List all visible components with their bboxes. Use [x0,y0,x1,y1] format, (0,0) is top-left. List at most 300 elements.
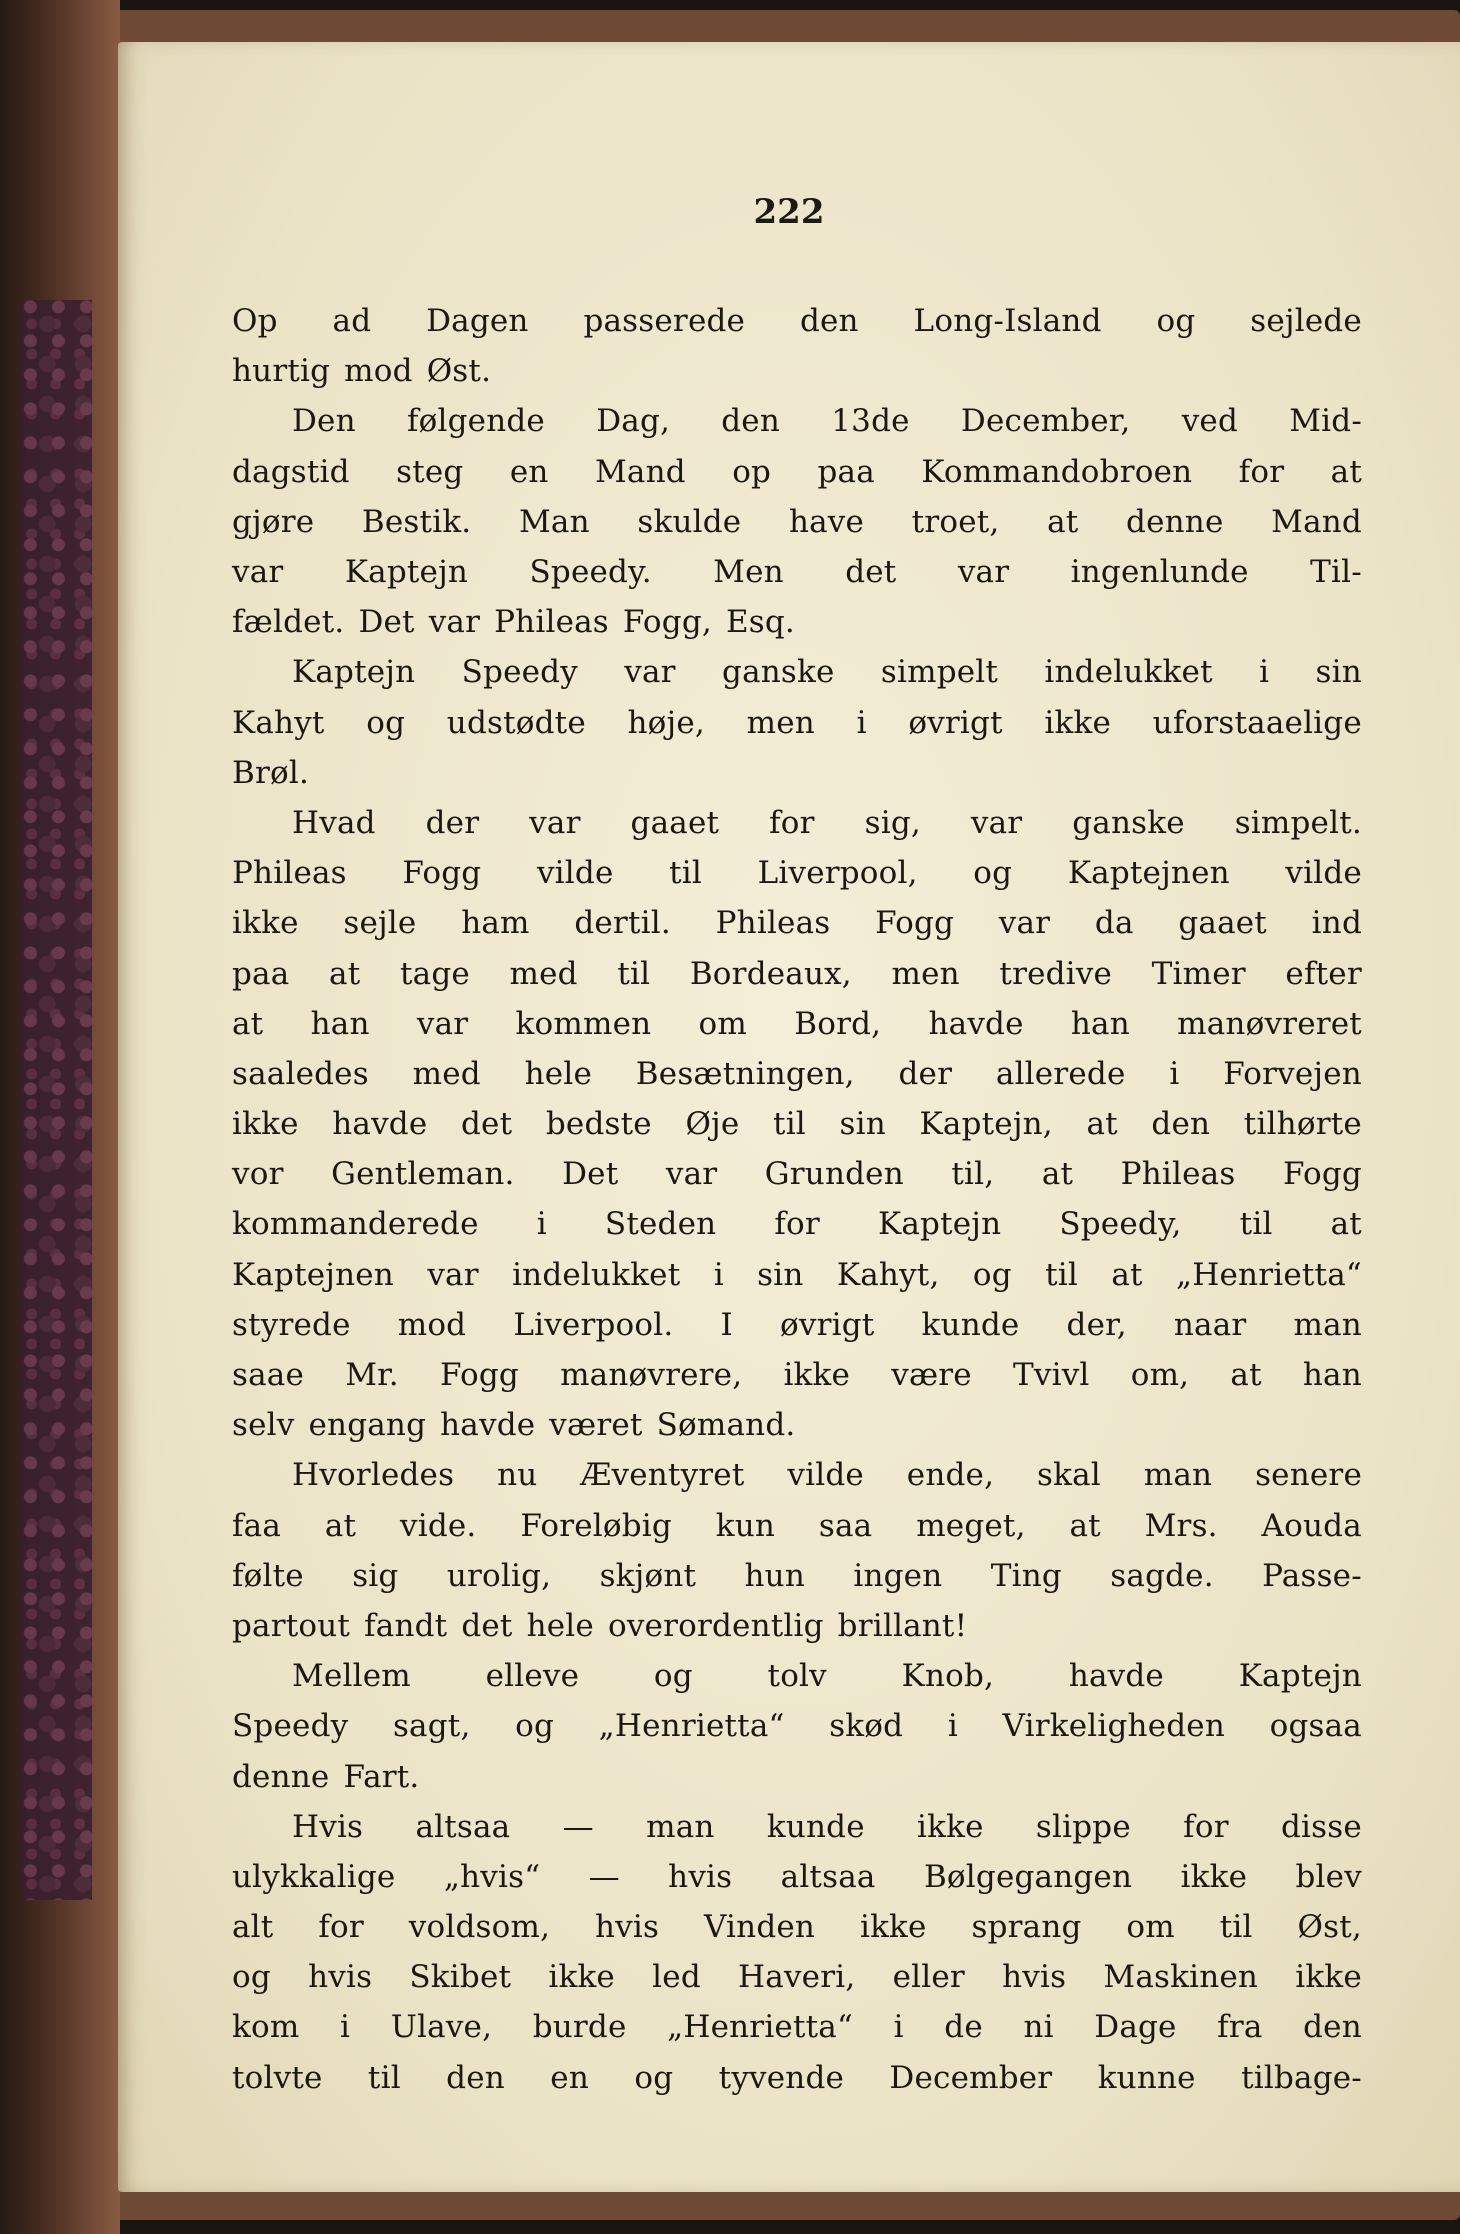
word: han [1070,1005,1130,1042]
word: skal [1037,1457,1101,1494]
text-line [232,597,1362,647]
word: den [1151,1106,1211,1143]
word: var [427,1256,479,1293]
word: Det [358,604,415,641]
word: saaledes [232,1055,369,1092]
word: man [646,1808,715,1845]
word: tilhørte [1243,1106,1362,1143]
word: at [1330,453,1362,490]
word: kunne [1097,2059,1196,2096]
word: i [1259,654,1270,691]
word: indelukket [512,1256,681,1293]
word: Speedy [461,654,578,691]
word: troet, [911,503,1000,540]
word: „Henrietta“ [667,2009,854,2046]
word: Timer [1151,955,1246,992]
word: kom [232,2009,300,2046]
word: ind [1311,905,1362,942]
word: Kaptejnen [232,1256,394,1293]
word: og [232,1959,271,1996]
word: Fogg, [622,604,712,641]
word: sin [839,1106,886,1143]
word: og [973,855,1013,892]
word: urolig, [446,1557,552,1594]
word: i [893,2009,904,2046]
text-line [232,1199,1362,1249]
word: Øst, [1297,1909,1362,1946]
word: Hvorledes [292,1457,455,1494]
word: i [1169,1055,1180,1092]
word: og [366,704,406,741]
word: fandt [364,1607,448,1644]
word: manøvrere, [560,1357,743,1394]
word: kunde [766,1808,865,1845]
word: simpelt [880,654,999,691]
word: tredive [999,955,1113,992]
word: denne [232,1758,330,1795]
word: ganske [1072,804,1185,841]
word: fældet. [232,604,345,641]
word: voldsom, [408,1909,551,1946]
word: ni [1023,2009,1054,2046]
word: Hvis [292,1808,364,1845]
word: Bordeaux, [689,955,852,992]
word: Dagen [426,303,529,340]
word: sig, [864,804,921,841]
word: Knob, [901,1658,995,1695]
word: Øst. [426,353,492,390]
word: styrede [232,1306,351,1343]
word: Steden [604,1206,717,1243]
word: dagstid [232,453,350,490]
word: bedste [545,1106,652,1143]
word: Speedy [232,1708,349,1745]
word: Brøl. [232,754,310,791]
word: og [515,1708,555,1745]
word: sin [757,1256,804,1293]
word: tolvte [232,2059,323,2096]
word: det [461,1106,513,1143]
word: uforstaaelige [1152,704,1362,741]
word: altsaa [780,1858,876,1895]
word: Sømand. [656,1407,796,1444]
word: til [367,2059,401,2096]
text-line [232,999,1362,1049]
word: elleve [485,1658,580,1695]
word: kommen [515,1005,652,1042]
text-line [232,1300,1362,1350]
word: ganske [722,654,835,691]
word: var [624,654,676,691]
word: ogsaa [1269,1708,1362,1745]
word: sin [1315,654,1362,691]
text-line [232,2002,1362,2052]
word: Bestik. [361,503,472,540]
word: Op [232,303,278,340]
word: om [1126,1909,1175,1946]
word: var [998,905,1051,942]
word: December, [960,403,1131,440]
word: Tvivl [1013,1357,1090,1394]
text-line [232,1049,1362,1099]
word: ikke [232,1106,299,1143]
word: for [1238,453,1285,490]
word: for [1183,1808,1229,1845]
word: man [1143,1457,1213,1494]
word: Bølgegangen [923,1858,1133,1895]
word: der, [1066,1306,1127,1343]
text-line [232,647,1362,697]
word: men [746,704,815,741]
book-spine [0,0,120,2234]
word: ingen [853,1557,943,1594]
marbled-endpaper [22,300,92,1900]
word: for [774,1206,820,1243]
word: Phileas [232,855,347,892]
word: kun [715,1507,776,1544]
word: Virkeligheden [1002,1708,1225,1745]
word: steg [396,453,464,490]
word: saae [232,1357,305,1394]
word: ingenlunde [1070,554,1249,591]
word: at [329,955,361,992]
word: paa [817,453,875,490]
word: blev [1295,1858,1362,1895]
word: meget, [916,1507,1026,1544]
word: Fogg [402,855,482,892]
word: ad [332,303,372,340]
text-line [232,396,1362,446]
word: disse [1280,1808,1362,1845]
word: hele [526,1607,594,1644]
word: Dag, [596,403,671,440]
word: engang [308,1407,427,1444]
word: sig [352,1557,399,1594]
word: i [947,1708,958,1745]
word: Kommandobroen [921,453,1193,490]
word: simpelt. [1234,804,1362,841]
text-line [232,1751,1362,1801]
word: Maskinen [1103,1959,1259,1996]
word: „hvis“ [443,1858,541,1895]
word: til [617,955,651,992]
word: en [550,2059,590,2096]
word: Mand [594,453,686,490]
word: i [536,1206,547,1243]
word: nu [497,1457,538,1494]
text-line [232,1802,1362,1852]
word: dertil. [574,905,671,942]
text-line [232,1601,1362,1651]
word: Mellem [292,1658,411,1695]
word: være [891,1357,972,1394]
word: var [957,554,1010,591]
word: partout [232,1607,351,1644]
word: ikke [1180,1858,1248,1895]
word: Liverpool, [757,855,918,892]
word: hvis [595,1909,660,1946]
word: for [318,1909,364,1946]
word: ulykkalige [232,1858,396,1895]
word: hvis [668,1858,733,1895]
text-line [232,1099,1362,1149]
word: Vinden [704,1909,816,1946]
word: men [891,955,960,992]
word: i [856,704,867,741]
word: de [944,2009,983,2046]
word: i [340,2009,351,2046]
word: da [1094,905,1134,942]
word: kunde [921,1306,1020,1343]
word: ikke [548,1959,615,1996]
word: Phileas [494,604,609,641]
word: burde [532,2009,627,2046]
text-line [232,1952,1362,2002]
text-line [232,748,1362,798]
word: været [549,1407,643,1444]
word: Ting [990,1557,1062,1594]
word: der [425,804,480,841]
page-text [232,296,1362,2103]
word: følte [232,1557,304,1594]
word: til [773,1106,806,1143]
word: Phileas [715,905,831,942]
word: Long-Island [913,303,1102,340]
word: Speedy, [1059,1206,1182,1243]
word: til [669,855,702,892]
word: det [461,1607,513,1644]
text-line [232,798,1362,848]
word: hvis [308,1959,373,1996]
word: om, [1130,1357,1190,1394]
word: Kaptejnen [1067,855,1230,892]
word: Aouda [1261,1507,1362,1544]
word: ikke [232,905,299,942]
word: var [232,554,284,591]
word: manøvreret [1177,1005,1362,1042]
word: til [1239,1206,1273,1243]
word: brillant! [837,1607,968,1644]
word: gjøre [232,503,315,540]
word: den [1303,2009,1362,2046]
text-line [232,497,1362,547]
word: Kaptejn, [919,1106,1053,1143]
word: Grunden [764,1156,904,1193]
word: mod [344,353,413,390]
word: i [713,1256,724,1293]
word: med [509,955,578,992]
word: og [1156,303,1196,340]
word: ikke [783,1357,851,1394]
word: udstødte [446,704,586,741]
word: eller [892,1959,965,1996]
word: han [1302,1357,1362,1394]
word: Øje [685,1106,740,1143]
word: saa [818,1507,873,1544]
word: I [720,1306,733,1343]
word: ikke [1044,704,1112,741]
word: skulde [637,503,742,540]
word: og [634,2059,674,2096]
word: skød [829,1708,904,1745]
word: Kaptejn [877,1206,1002,1243]
word: til, [951,1156,995,1193]
word: Dage [1094,2009,1177,2046]
word: at [1041,1156,1074,1193]
word: Fogg [875,905,955,942]
word: Kaptejn [292,654,416,691]
word: følgende [406,403,545,440]
word: tolv [767,1658,827,1695]
word: sejle [343,905,417,942]
word: vide. [400,1507,477,1544]
word: — [588,1858,620,1895]
text-line [232,1852,1362,1902]
word: til [1045,1256,1078,1293]
word: Mid- [1289,403,1362,440]
word: Bord, [794,1005,882,1042]
word: at [232,1005,264,1042]
word: hele [524,1055,592,1092]
word: sagt, [392,1708,471,1745]
word: ham [461,905,530,942]
word: hurtig [232,353,331,390]
word: Forvejen [1223,1055,1362,1092]
text-line [232,1450,1362,1500]
word: øvrigt [780,1306,875,1343]
text-line [232,1701,1362,1751]
word: Kahyt, [836,1256,940,1293]
word: han [310,1005,370,1042]
text-line [232,1400,1362,1450]
word: vilde [1285,855,1362,892]
word: gaaet [1178,905,1267,942]
word: Fart. [343,1758,420,1795]
word: op [732,453,772,490]
word: for [769,804,815,841]
word: Den [292,403,356,440]
word: at [324,1507,357,1544]
word: hun [744,1557,805,1594]
text-line [232,1501,1362,1551]
word: tilbage- [1241,2059,1362,2096]
word: øvrigt [908,704,1003,741]
word: var [416,1005,469,1042]
word: den [799,303,859,340]
text-line [232,848,1362,898]
word: og [972,1256,1012,1293]
word: til [1219,1909,1253,1946]
word: indelukket [1044,654,1213,691]
word: at [1069,1507,1101,1544]
word: tyvende [718,2059,845,2096]
word: Mrs. [1144,1507,1218,1544]
word: senere [1255,1457,1362,1494]
word: ikke [917,1808,984,1845]
word: — [562,1808,594,1845]
word: var [529,804,581,841]
word: om [698,1005,748,1042]
word: havde [332,1106,428,1143]
word: ende, [906,1457,995,1494]
word: var [428,604,481,641]
word: led [652,1959,701,1996]
word: altsaa [415,1808,511,1845]
word: sagde. [1110,1557,1214,1594]
word: Hvad [292,804,376,841]
word: Gentleman. [331,1156,515,1193]
word: sejlede [1250,303,1362,340]
text-line [232,948,1362,998]
text-line [232,296,1362,346]
word: at [1111,1256,1143,1293]
word: gaaet [630,804,720,841]
word: vor [232,1156,284,1193]
word: Man [518,503,590,540]
word: ved [1181,403,1238,440]
word: Fogg [439,1357,519,1394]
word: kommanderede [232,1206,479,1243]
text-line [232,1902,1362,1952]
word: fra [1217,2009,1263,2046]
word: med [412,1055,481,1092]
word: efter [1285,955,1362,992]
word: Kahyt [232,704,325,741]
word: slippe [1035,1808,1131,1845]
word: tage [399,955,470,992]
text-line [232,898,1362,948]
word: alt [232,1909,274,1946]
word: havde [440,1407,536,1444]
word: Skibet [409,1959,512,1996]
word: Liverpool. [513,1306,674,1343]
word: have [788,503,865,540]
word: allerede [995,1055,1126,1092]
word: hvis [1002,1959,1067,1996]
word: Æventyret [580,1457,745,1494]
word: ikke [1295,1959,1362,1996]
word: Til- [1310,554,1362,591]
word: Besætningen, [635,1055,855,1092]
word: at [1047,503,1079,540]
word: Esq. [725,604,795,641]
word: faa [232,1507,282,1544]
word: den [721,403,781,440]
text-line [232,1250,1362,1300]
word: sprang [971,1909,1082,1946]
word: Men [713,554,784,591]
word: ikke [859,1909,927,1946]
word: mod [397,1306,467,1343]
word: Passe- [1262,1557,1362,1594]
word: vilde [536,855,614,892]
word: Haveri, [738,1959,856,1996]
word: Mand [1271,503,1362,540]
word: Ulave, [390,2009,493,2046]
word: Kaptejn [344,554,469,591]
word: at [1230,1357,1262,1394]
word: „Henrietta“ [598,1708,785,1745]
word: denne [1126,503,1224,540]
word: Fogg [1282,1156,1362,1193]
text-line [232,1149,1362,1199]
word: var [665,1156,718,1193]
word: at [1086,1106,1118,1143]
text-line [232,698,1362,748]
word: og [653,1658,693,1695]
word: at [1330,1206,1362,1243]
word: Det [562,1156,619,1193]
